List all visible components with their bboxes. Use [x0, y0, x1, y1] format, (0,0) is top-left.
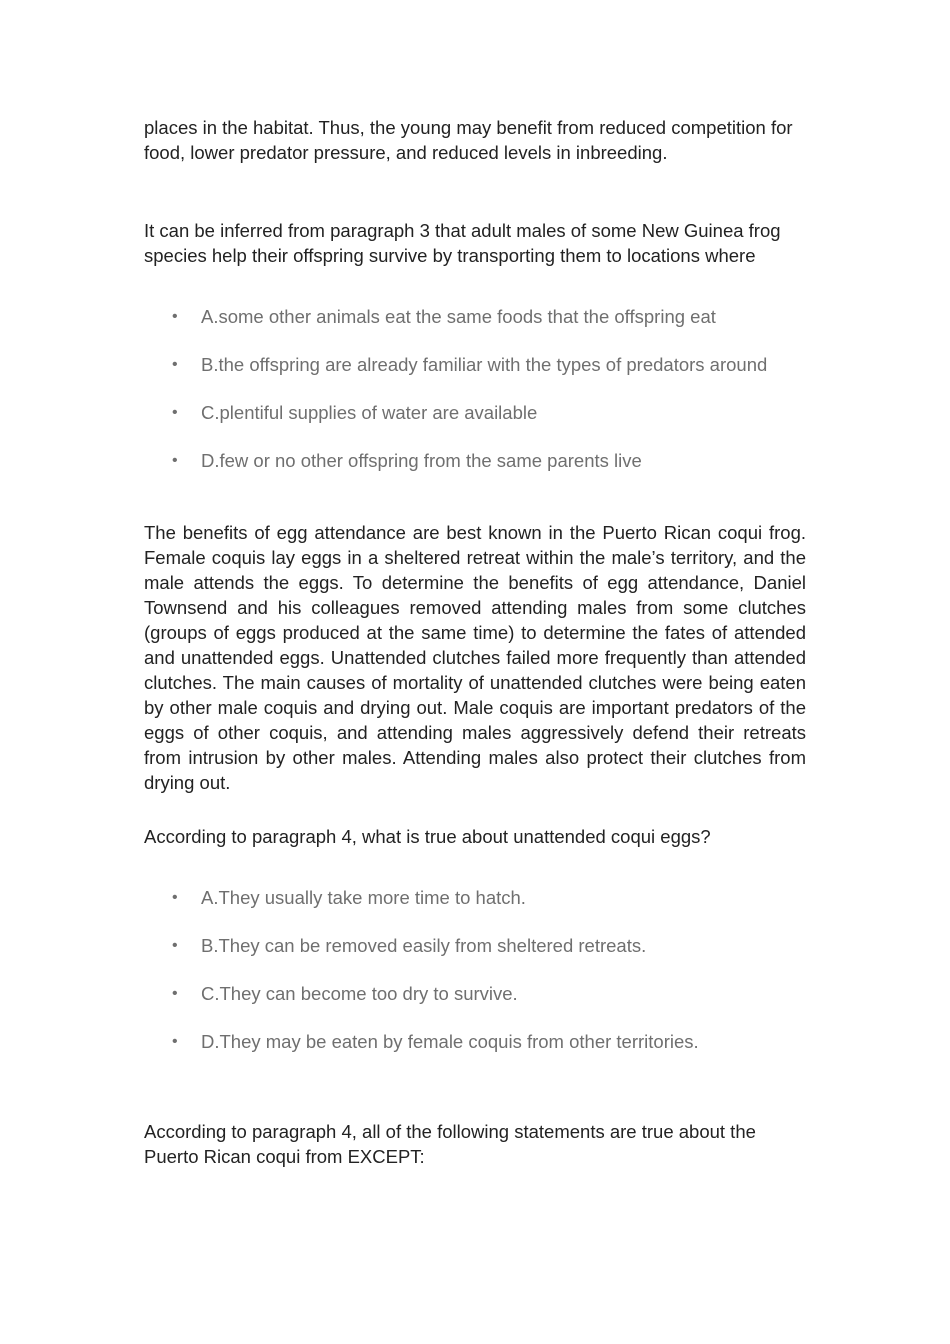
option-label: A.They usually take more time to hatch. — [201, 887, 526, 908]
question-1-options — [144, 304, 806, 496]
bullet-icon: • — [172, 937, 178, 954]
bullet-icon: • — [172, 985, 178, 1002]
option-label: B.They can be removed easily from sheltered retreats. — [201, 935, 647, 956]
option-label: B.the offspring are already familiar with the types of predators around — [201, 354, 768, 375]
option-label: C.They can become too dry to survive. — [201, 983, 518, 1004]
question-3-prompt: According to paragraph 4, all of the following statements are true about the Puerto Rican coqui from EXCEPT: — [144, 1121, 756, 1167]
question-2-prompt: According to paragraph 4, what is true about unattended coqui eggs? — [144, 826, 711, 847]
question-1-option-b[interactable] — [144, 352, 806, 400]
option-label: D.few or no other offspring from the same parents live — [201, 450, 642, 471]
option-label: D.They may be eaten by female coquis from other territories. — [201, 1031, 699, 1052]
question-1-option-d[interactable] — [144, 448, 806, 496]
question-1-option-c[interactable] — [144, 400, 806, 448]
option-label: C.plentiful supplies of water are available — [201, 402, 538, 423]
bullet-icon: • — [172, 452, 178, 469]
bullet-icon: • — [172, 1033, 178, 1050]
bullet-icon: • — [172, 356, 178, 373]
paragraph-continuation: places in the habitat. Thus, the young may benefit from reduced competition for food, lower predator pressure, and reduced levels in inbreeding. — [144, 117, 793, 163]
bullet-icon: • — [172, 889, 178, 906]
question-2-option-c[interactable] — [144, 981, 806, 1029]
question-2-option-d[interactable] — [144, 1029, 806, 1077]
document-page — [144, 115, 806, 1169]
question-1-prompt: It can be inferred from paragraph 3 that adult males of some New Guinea frog species help their offspring survive by transporting them to locations where — [144, 220, 781, 266]
question-2-option-a[interactable] — [144, 885, 806, 933]
question-2-options — [144, 885, 806, 1077]
question-1-option-a[interactable] — [144, 304, 806, 352]
option-label: A.some other animals eat the same foods that the offspring eat — [201, 306, 716, 327]
paragraph-4: The benefits of egg attendance are best known in the Puerto Rican coqui frog. Female coquis lay eggs in a sheltered retreat within the male’s territory, and the male attends the eggs. To determine the benefits of egg attendance, Daniel Townsend and his colleagues removed attending males from some clutches (groups of eggs produced at the same time) to determine the fates of attended and unattended eggs. Unattended clutches failed more frequently than attended clutches. The main causes of mortality of unattended clutches were being eaten by other male coquis and drying out. Male coquis are important predators of the eggs of other coquis, and attending males aggressively defend their retreats from intrusion by other males. Attending males also protect their clutches from drying out. — [144, 522, 806, 793]
bullet-icon: • — [172, 308, 178, 325]
question-2-option-b[interactable] — [144, 933, 806, 981]
bullet-icon: • — [172, 404, 178, 421]
